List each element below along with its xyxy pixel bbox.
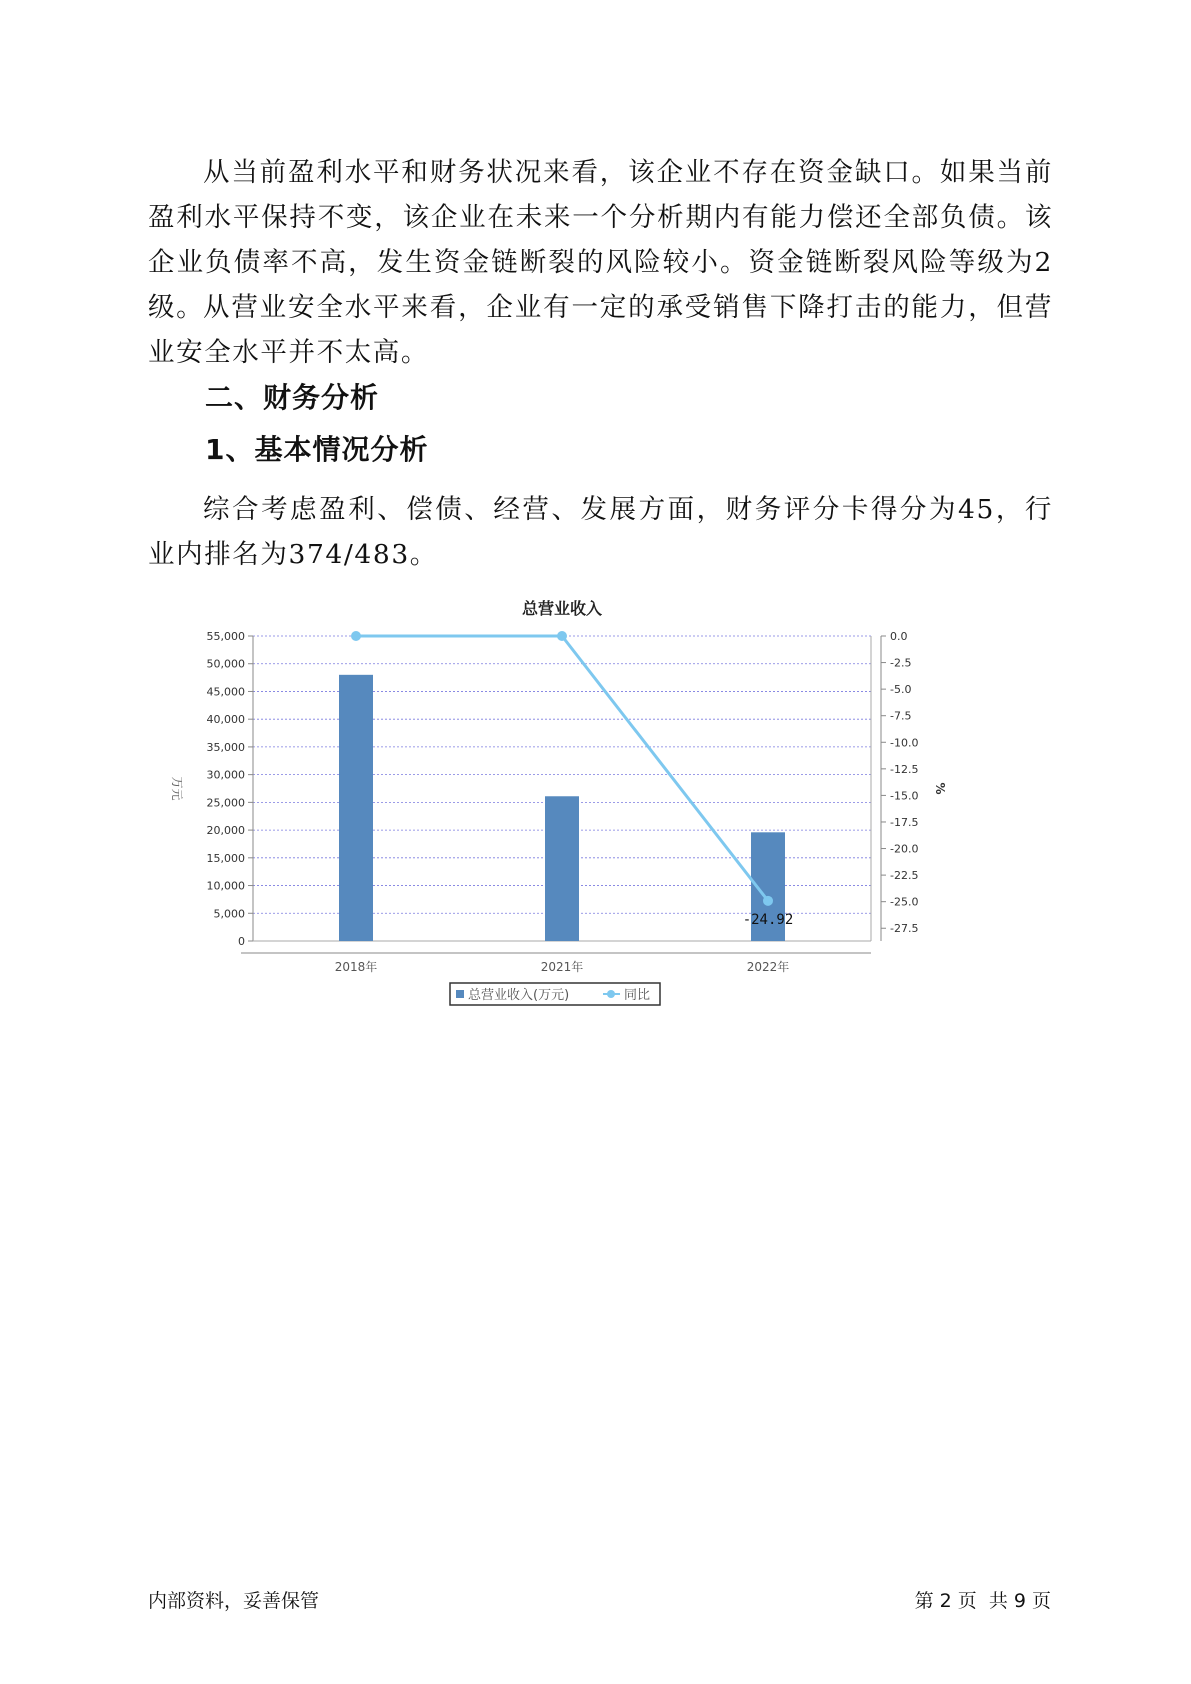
y2-tick-label: -7.5 [890,709,912,723]
legend-bar-label: 总营业收入(万元) [468,988,570,1003]
y2-tick-label: 0.0 [890,630,908,643]
y2-tick-label: -5.0 [890,683,912,697]
footer-page-number: 第 2 页 共 9 页 [914,1590,1051,1612]
y-tick-label: 15,000 [206,851,245,865]
paragraph-score: 综合考虑盈利、偿债、经营、发展方面，财务评分卡得分为45，行业内排名为374/483。 [148,494,1053,570]
y2-tick-label: -2.5 [890,656,912,670]
y2-tick-label: -22.5 [890,869,919,883]
y-axis-label: 万元 [170,776,184,801]
y2-tick-label: -12.5 [890,762,919,776]
y2-tick-label: -27.5 [890,922,919,936]
y-tick-label: 40,000 [206,713,245,727]
y-tick-label: 0 [238,935,245,948]
y-tick-label: 10,000 [206,879,245,893]
yoy-point [763,896,773,906]
y2-tick-label: -15.0 [890,789,919,803]
y2-tick-label: -17.5 [890,815,919,829]
x-tick-label: 2021年 [540,960,584,974]
y-tick-label: 55,000 [206,630,245,643]
y2-tick-label: -25.0 [890,895,919,909]
section-heading-financial-analysis: 二、财务分析 [205,381,380,414]
y-tick-label: 30,000 [206,768,245,782]
yoy-point [557,631,567,641]
y2-tick-label: -20.0 [890,842,919,856]
y-tick-label: 25,000 [206,796,245,810]
y2-tick-label: -10.0 [890,736,919,750]
y2-axis-label: % [933,782,947,795]
x-tick-label: 2018年 [334,960,378,974]
legend-line-label: 同比 [624,988,651,1003]
y-tick-label: 45,000 [206,685,245,699]
revenue-bar [545,796,579,941]
paragraph-operating-safety: 从营业安全水平来看，企业有一定的承受销售下降打击的能力，但营业安全水平并不太高。 [148,292,1053,368]
yoy-point [351,631,361,641]
chart-title: 总营业收入 [521,599,603,618]
y-tick-label: 5,000 [213,907,245,921]
revenue-chart [160,599,1020,1096]
subsection-heading-basic-analysis: 1、基本情况分析 [205,433,429,466]
y-tick-label: 20,000 [206,824,245,838]
revenue-bar [339,675,373,941]
legend-line-marker [607,990,615,998]
paragraph-funding-risk: 从当前盈利水平和财务状况来看，该企业不存在资金缺口。如果当前盈利水平保持不变，该企业在未来一个分析期内有能力偿还全部负债。该企业负债率不高，发生资金链断裂的风险较小。资金链断裂风险等级为2级。 [148,157,1053,323]
footer-confidential: 内部资料，妥善保管 [148,1590,320,1612]
x-tick-label: 2022年 [746,960,790,974]
y-tick-label: 35,000 [206,740,245,754]
yoy-data-label: -24.92 [742,911,794,928]
legend-bar-swatch [456,990,464,998]
y-tick-label: 50,000 [206,657,245,671]
